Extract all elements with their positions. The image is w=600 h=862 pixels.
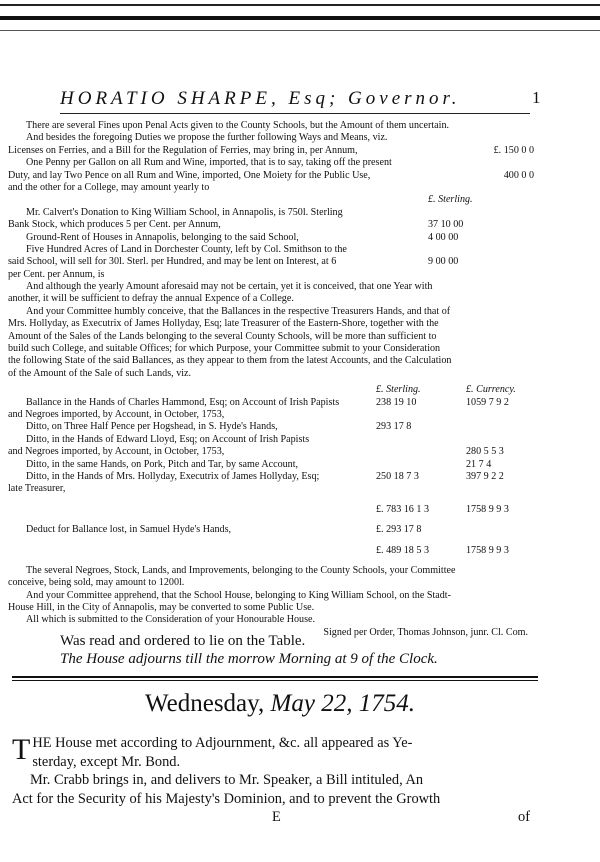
paragraph-line: Mrs. Hollyday, as Executrix of James Hollyday, Esq; late Treasurer of the Eastern-Shore, together with the [8,318,439,330]
proceedings-line: Mr. Crabb brings in, and delivers to Mr. Speaker, a Bill intituled, An [30,772,424,788]
closing-line: House Hill, in the City of Annapolis, may be converted to some Public Use. [8,602,315,614]
paragraph-line: And your Committee humbly conceive, that the Ballances in the respective Treasurers Hands, and that of [26,305,451,317]
subtotal-sterling: £. 783 16 1 3 [376,503,429,515]
sterling-label-row [8,194,538,206]
adjournment-statement: The House adjourns till the morrow Morning at 9 of the Clock. [60,651,438,667]
catchword: of [518,809,530,825]
ways-amount: 400 0 0 [503,169,534,181]
table-header-row [8,384,538,396]
paragraph-line: build such College, and suitable Offices; for which Purpose, your Committee submit to your Consideration [8,343,441,355]
proceedings-line: HE House met according to Adjournment, &c. all appeared as Ye- [32,735,413,751]
table-row: Ballance in the Hands of Charles Hammond, Esq; on Account of Irish Papists 238 19 10 1059 7 9 2 [26,396,509,408]
ways-row [8,182,538,194]
table-row: and Negroes imported, by Account, in October, 1753, 280 5 5 3 [8,446,504,458]
deduct-row [8,524,538,536]
total-sterling: £. 489 18 5 3 [376,544,429,556]
paragraph-line: the following State of the said Ballances, as they appear to them from the latest Accounts, and the Calculation [8,355,452,367]
proceedings [12,734,540,826]
table-row: and Negroes imported, by Account, in October, 1753, [8,408,225,420]
closing-line: And your Committee apprehend, that the School House, belonging to King William School, on the Stadt- [26,589,451,601]
table-row: Ditto, in the Hands of Mrs. Hollyday, Executrix of James Hollyday, Esq; 250 18 7 3 397 9 2 2 [26,470,504,482]
signature-line: Signed per Order, Thomas Johnson, junr. Cl. Com. [323,626,528,638]
deduct-text: Deduct for Ballance lost, in Samuel Hyde's Hands, [26,524,232,536]
total-row [8,545,538,557]
ways-text: and the other for a College, may amount yearly to [8,181,210,193]
sterling-label: £. Sterling. [428,194,473,206]
drop-cap: T [12,733,31,766]
ways-amount: £. 150 0 0 [493,144,534,156]
subtotal-currency: 1758 9 9 3 [466,503,509,515]
paragraph-line: of the Amount of the Sale of such Lands, viz. [8,367,192,379]
currency-column-header: £. Currency. [466,384,516,396]
sterling-column-header: £. Sterling. [376,384,421,396]
subtotal-row [8,504,538,516]
ways-row [8,157,538,169]
closing-line: conceive, being sold, may amount to 1200l. [8,577,185,589]
sterling-row: Mr. Calvert's Donation to King William School, in Annapolis, is 750l. Sterling [26,206,343,218]
page-number: 1 [532,88,541,107]
ways-row [8,145,538,157]
sterling-row: Five Hundred Acres of Land in Dorchester County, left by Col. Smithson to the [26,243,347,255]
paragraph-line: And although the yearly Amount aforesaid may not be certain, yet it is conceived, that one Year with [26,281,433,293]
page-top-border [0,0,600,40]
committee-report [8,120,538,639]
ways-text: One Penny per Gallon on all Rum and Wine, imported, that is to say, taking off the present [26,157,392,169]
read-statement: Was read and ordered to lie on the Table. [60,633,306,649]
sterling-row: said School, will sell for 30l. Sterl. per Hundred, and may be lent on Interest, at 6 9 00 00 [8,256,459,268]
page-foot [12,808,540,826]
sterling-row: Bank Stock, which produces 5 per Cent. per Annum, 37 10 00 [8,219,464,231]
proceedings-line: Act for the Security of his Majesty's Dominion, and to prevent the Growth [12,790,441,807]
deduct-sterling: £. 293 17 8 [376,524,422,536]
paragraph-line: another, it will be sufficient to defray the annual Expence of a College. [8,293,294,305]
table-row: late Treasurer, [8,483,66,495]
ways-text: Duty, and lay Two Pence on all Rum and Wine, imported, One Moiety for the Public Use, [8,169,371,181]
sterling-row: per Cent. per Annum, is [8,268,105,280]
closing-line: The several Negroes, Stock, Lands, and Improvements, belonging to the County Schools, your Committee [26,564,456,576]
day-weekday: Wednesday, [145,690,265,717]
header-rule [60,113,530,114]
intro-line: There are several Fines upon Penal Acts given to the County Schools, but the Amount of them uncertain. [26,120,450,131]
table-row: Ditto, in the Hands of Edward Lloyd, Esq; on Account of Irish Papists [26,433,310,445]
table-row: Ditto, on Three Half Pence per Hogshead, in S. Hyde's Hands, 293 17 8 [26,421,412,433]
sterling-row: Ground-Rent of Houses in Annapolis, belonging to the said School, 4 00 00 [26,231,459,243]
section-rule [12,676,538,678]
ways-text: Licenses on Ferries, and a Bill for the Regulation of Ferries, may bring in, per Annum, [8,144,358,156]
day-heading [0,690,560,718]
section-rule-thin [12,680,538,681]
table-row: Ditto, in the same Hands, on Pork, Pitch and Tar, by same Account, 21 7 4 [26,458,492,470]
day-date: May 22, 1754. [270,690,415,717]
signature-mark: E [272,809,281,825]
total-currency: 1758 9 9 3 [466,544,509,556]
ways-row [8,170,538,182]
closing-line: All which is submitted to the Consideration of your Honourable House. [26,614,316,626]
paragraph-line: Amount of the Sales of the Lands belonging to the several County Schools, will be more than sufficient to [8,330,437,342]
running-header: HORATIO SHARPE, Esq; Governor. [60,88,461,109]
proceedings-line: sterday, except Mr. Bond. [32,753,181,770]
intro-line: And besides the foregoing Duties we propose the further following Ways and Means, viz. [26,132,388,144]
